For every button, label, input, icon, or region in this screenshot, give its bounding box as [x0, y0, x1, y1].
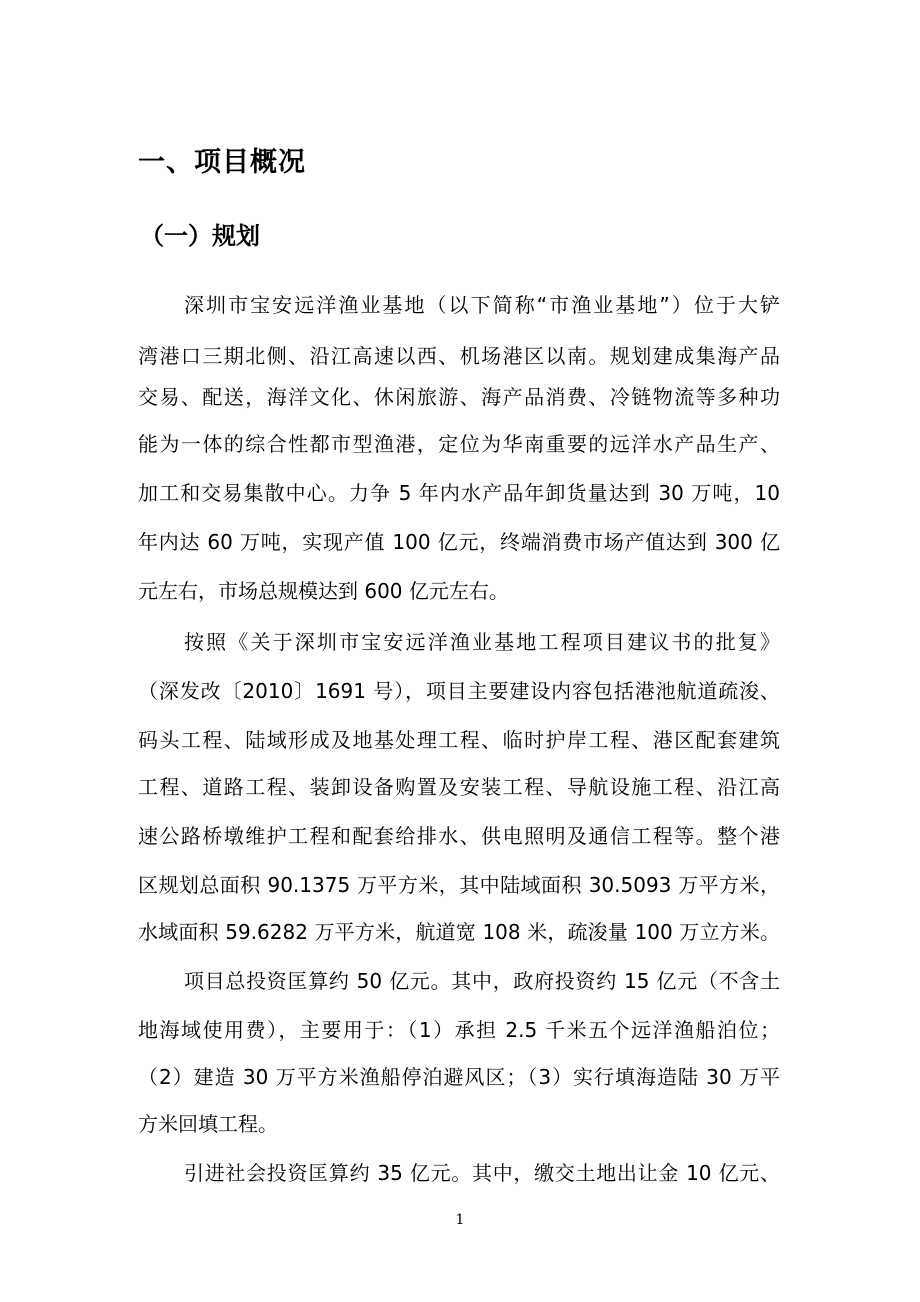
paragraph-line: 速公路桥墩维护工程和配套给排水、供电照明及通信工程等。整个港: [138, 824, 780, 848]
subsection-heading: （一）规划: [140, 222, 260, 250]
paragraph-line: 区规划总面积 90.1375 万平方米，其中陆域面积 30.5093 万平方米，: [138, 873, 780, 897]
paragraph-line: 按照《关于深圳市宝安远洋渔业基地工程项目建议书的批复》: [184, 630, 780, 654]
paragraph-line: 方米回填工程。: [138, 1112, 278, 1136]
page-number: 1: [455, 1212, 465, 1228]
paragraph-line: 地海域使用费），主要用于：（1）承担 2.5 千米五个远洋渔船泊位；: [138, 1018, 780, 1042]
paragraph-line: 元左右，市场总规模达到 600 亿元左右。: [138, 579, 509, 603]
paragraph-line: 水域面积 59.6282 万平方米，航道宽 108 米，疏浚量 100 万立方米。: [138, 920, 780, 944]
paragraph-line: 加工和交易集散中心。力争 5 年内水产品年卸货量达到 30 万吨，10: [138, 481, 780, 505]
paragraph-line: 交易、配送，海洋文化、休闲旅游、海产品消费、冷链物流等多种功: [138, 385, 780, 409]
paragraph-line: 湾港口三期北侧、沿江高速以西、机场港区以南。规划建成集海产品: [138, 344, 780, 368]
section-heading: 一、项目概况: [138, 147, 306, 178]
paragraph-line: 工程、道路工程、装卸设备购置及安装工程、导航设施工程、沿江高: [138, 775, 780, 799]
paragraph-line: 项目总投资匡算约 50 亿元。其中，政府投资约 15 亿元（不含土: [184, 969, 780, 993]
paragraph-line: （2）建造 30 万平方米渔船停泊避风区；（3）实行填海造陆 30 万平: [138, 1065, 780, 1089]
paragraph-line: 码头工程、陆域形成及地基处理工程、临时护岸工程、港区配套建筑: [138, 728, 780, 752]
paragraph-line: 引进社会投资匡算约 35 亿元。其中，缴交土地出让金 10 亿元、: [184, 1161, 780, 1185]
paragraph-line: 年内达 60 万吨，实现产值 100 亿元，终端消费市场产值达到 300 亿: [138, 530, 780, 554]
paragraph-line: （深发改〔2010〕1691 号），项目主要建设内容包括港池航道疏浚、: [138, 679, 780, 703]
paragraph-line: 能为一体的综合性都市型渔港，定位为华南重要的远洋水产品生产、: [138, 432, 780, 456]
paragraph-line: 深圳市宝安远洋渔业基地（以下简称“市渔业基地”）位于大铲: [184, 293, 780, 317]
